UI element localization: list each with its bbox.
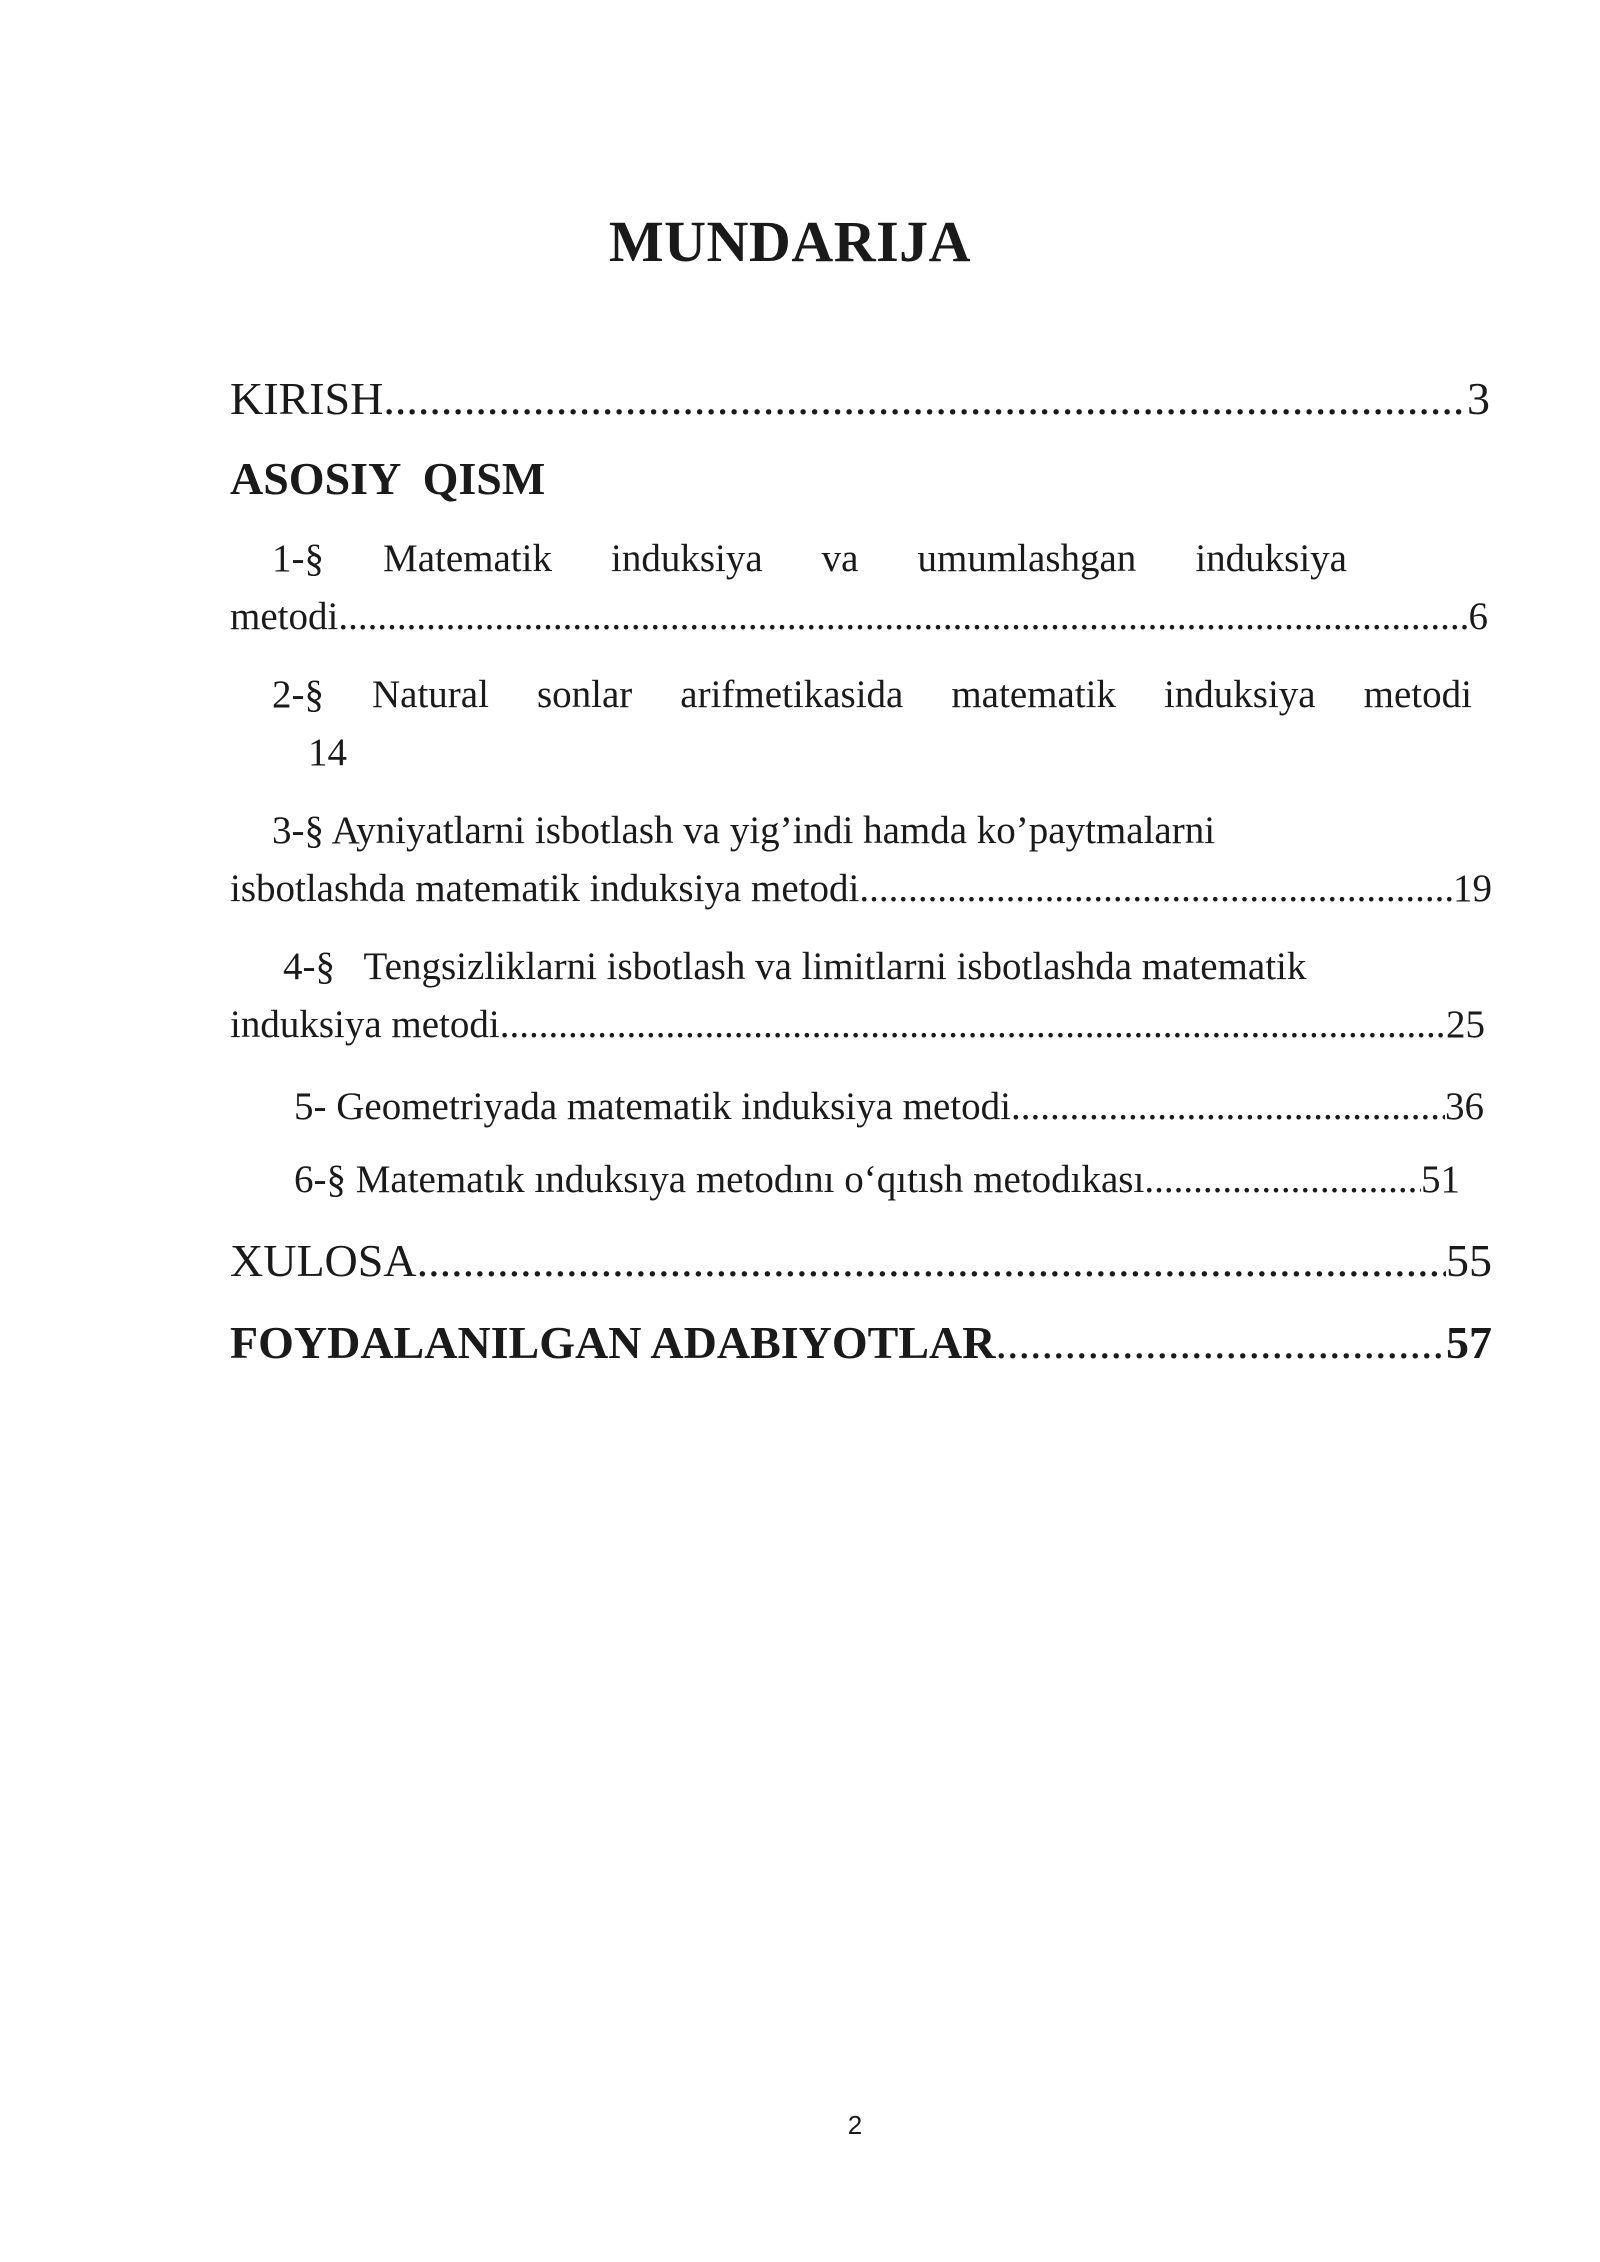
toc-label: FOYDALANILGAN ADABIYOTLAR — [230, 1317, 996, 1368]
toc-word: metodi — [1363, 673, 1472, 716]
toc-entry-line-1: 4-§ Tengsizliklarni isbotlash va limitlarni isbotlashda matematik — [283, 945, 1307, 988]
toc-page-number: 55 — [1446, 1235, 1492, 1286]
toc-page-number: 57 — [1446, 1317, 1492, 1368]
toc-entry-kirish[interactable] — [230, 372, 1490, 425]
toc-entry-line-2 — [230, 594, 1488, 639]
toc-word: matematik — [951, 673, 1116, 716]
toc-entry-line-2 — [230, 866, 1492, 911]
toc-entry-line-1 — [272, 672, 1472, 717]
toc-entry-line-1 — [272, 536, 1347, 581]
toc-word: umumlashgan — [917, 537, 1137, 580]
toc-page-number: 51 — [1421, 1158, 1460, 1201]
toc-entry-section-5[interactable] — [294, 1084, 1484, 1129]
toc-word: Natural — [372, 673, 489, 716]
toc-page-number: 3 — [1467, 373, 1490, 424]
toc-label: 5- Geometriyada matematik induksiya metodi — [294, 1085, 1011, 1128]
toc-leader-dots — [1011, 1084, 1445, 1129]
toc-page-number: 19 — [1453, 867, 1492, 910]
toc-word: Matematik — [383, 537, 552, 580]
toc-page-number: 6 — [1468, 595, 1488, 638]
toc-heading-asosiy-qism: ASOSIY QISM — [230, 453, 546, 504]
toc-word: 1-§ — [272, 537, 324, 580]
toc-word: induksiya — [1195, 537, 1347, 580]
toc-word: 2-§ — [272, 673, 324, 716]
toc-label: isbotlashda matematik induksiya metodi — [230, 867, 860, 910]
toc-label: induksiya metodi — [230, 1003, 500, 1046]
toc-leader-dots — [1144, 1157, 1421, 1202]
toc-page-number: 36 — [1445, 1085, 1484, 1128]
toc-entry-section-6[interactable] — [294, 1157, 1460, 1202]
page-title: MUNDARIJA — [608, 209, 972, 274]
toc-word: induksiya — [610, 537, 763, 580]
toc-entry-adabiyotlar[interactable] — [230, 1316, 1492, 1369]
toc-label: KIRISH — [230, 373, 384, 424]
toc-label: 6-§ Matematık ınduksıya metodını o‘qıtısh metodıkası — [294, 1158, 1145, 1201]
toc-leader-dots — [338, 594, 1468, 639]
toc-word: va — [821, 537, 859, 580]
toc-word: arifmetikasida — [680, 673, 904, 716]
page-number: 2 — [847, 2110, 863, 2140]
toc-entry-xulosa[interactable] — [230, 1234, 1492, 1287]
toc-page-number: 14 — [308, 731, 347, 774]
toc-page-number: 25 — [1446, 1003, 1485, 1046]
toc-leader-dots — [500, 1002, 1446, 1047]
toc-leader-dots — [859, 866, 1453, 911]
toc-leader-dots — [383, 372, 1467, 425]
toc-leader-dots — [417, 1234, 1446, 1287]
toc-leader-dots — [995, 1316, 1446, 1369]
toc-word: induksiya — [1163, 673, 1316, 716]
toc-entry-line-2 — [230, 1002, 1485, 1047]
toc-word: sonlar — [536, 673, 633, 716]
toc-label: metodi — [230, 595, 339, 638]
toc-entry-line-1: 3-§ Ayniyatlarni isbotlash va yig’indi hamda ko’paytmalarni — [272, 809, 1216, 852]
toc-label: XULOSA — [230, 1235, 417, 1286]
